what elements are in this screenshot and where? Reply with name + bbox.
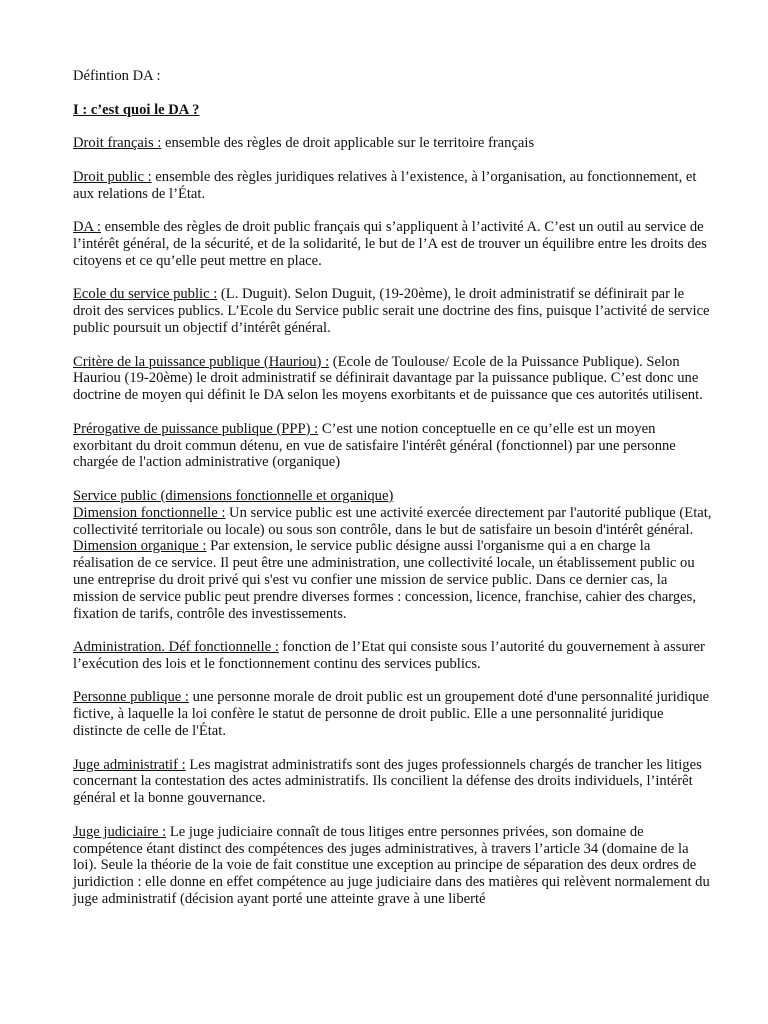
term-text: fonction de l’Etat qui consiste sous l’autorité du gouvernement à assurer l’exécution des lois et le fonctionnement continu des services publics. (73, 639, 705, 672)
definition-juge-judiciaire (73, 824, 712, 908)
doc-title: Défintion DA : (73, 68, 161, 84)
definition-ppp (73, 421, 712, 471)
definition-administration (73, 639, 712, 673)
term-text: Les magistrat administratifs sont des juges professionnels chargés de trancher les litiges concernant la contestation des actes administratifs. Ils concilient la défense des droits individuels, l’intérêt général et la bonne gouvernance. (73, 756, 702, 807)
term-label: Juge judiciaire : (73, 823, 167, 840)
section-heading: I : c’est quoi le DA ? (73, 101, 200, 118)
term-label: Service public (dimensions fonctionnelle et organique) (73, 487, 394, 504)
definition-service-public (73, 488, 712, 505)
term-text: Par extension, le service public désigne aussi l'organisme qui a en charge la réalisation de ce service. Il peut être une administration, une collectivité locale, un établissement public ou une entreprise du droit privé qui s'est vu confier une mission de service public. Dans ce dernier cas, la mission de service public peut prendre diverses formes : concession, licence, franchise, cahier des charges, fixation de tarifs, contrôle des investissements. (73, 538, 696, 622)
term-label: Ecole du service public : (73, 286, 218, 303)
term-text: C’est une notion conceptuelle en ce qu’elle est un moyen exorbitant du droit commun détenu, en vue de satisfaire l'intérêt général (fonctionnel) par une personne chargée de l'action administrative (organique) (73, 420, 676, 471)
term-text: ensemble des règles juridiques relatives à l’existence, à l’organisation, au fonctionnement, et aux relations de l’État. (73, 168, 697, 202)
definition-droit-public (73, 169, 712, 203)
term-text: (Ecole de Toulouse/ Ecole de la Puissance Publique). Selon Hauriou (19-20ème) le droit administratif se définirait davantage par la puissance publique. C’est donc une doctrine de moyen qui définit le DA selon les moyens exorbitants et de puissance que ces autorités utilisent. (73, 353, 703, 404)
term-text: ensemble des règles de droit public français qui s’appliquent à l’activité A. C’est un outil au service de l’intérêt général, de la sécurité, et de la solidarité, le but de l’A est de trouver un équilibre entre les droits des citoyens et ce qu’elle peut mettre en place. (73, 219, 707, 269)
definition-dimension-fonctionnelle (73, 505, 712, 539)
definition-personne-publique (73, 689, 712, 739)
definition-dimension-organique (73, 538, 712, 622)
definition-juge-administratif (73, 757, 712, 807)
term-label: Dimension fonctionnelle : (73, 504, 226, 521)
term-text: (L. Duguit). Selon Duguit, (19-20ème), le droit administratif se définirait par le droit des services publics. L’Ecole du Service public serait une doctrine des fins, puisque l’activité de service public poursuit un objectif d’intérêt général. (73, 286, 710, 336)
term-label: Critère de la puissance publique (Hauriou) : (73, 353, 330, 370)
term-text: Le juge judiciaire connaît de tous litiges entre personnes privées, son domaine de compétence étant distinct des compétences des juges administratives, à travers l’article 34 (domaine de la loi). Seule la théorie de la voie de fait constitue une exception au principe de séparation des deux ordres de juridiction : elle donne en effet compétence au juge judiciaire dans des matières qui relèvent normalement du juge administratif (décision ayant porté une atteinte grave à une liberté (73, 823, 710, 908)
term-label: Dimension organique : (73, 538, 207, 555)
term-label: Juge administratif : (73, 756, 186, 773)
term-label: DA : (73, 219, 101, 236)
term-label: Personne publique : (73, 689, 189, 706)
term-label: Droit public : (73, 168, 152, 185)
term-text: une personne morale de droit public est un groupement doté d'une personnalité juridique fictive, à laquelle la loi confère le statut de personne de droit public. Elle a une personnalité juridique distincte de celle de l'État. (73, 689, 710, 740)
definition-droit-francais (73, 135, 712, 152)
definition-ecole-service-public (73, 286, 712, 336)
term-text: ensemble des règles de droit applicable sur le territoire français (161, 135, 535, 152)
definition-da (73, 219, 712, 269)
term-label: Droit français : (73, 135, 162, 152)
definition-puissance-publique (73, 354, 712, 404)
term-text: Un service public est une activité exercée directement par l'autorité publique (Etat, collectivité territoriale ou locale) ou sous son contrôle, dans le but de satisfaire un besoin d'intérêt général. (73, 504, 712, 538)
term-label: Prérogative de puissance publique (PPP) : (73, 420, 319, 437)
term-label: Administration. Déf fonctionnelle : (73, 639, 279, 656)
